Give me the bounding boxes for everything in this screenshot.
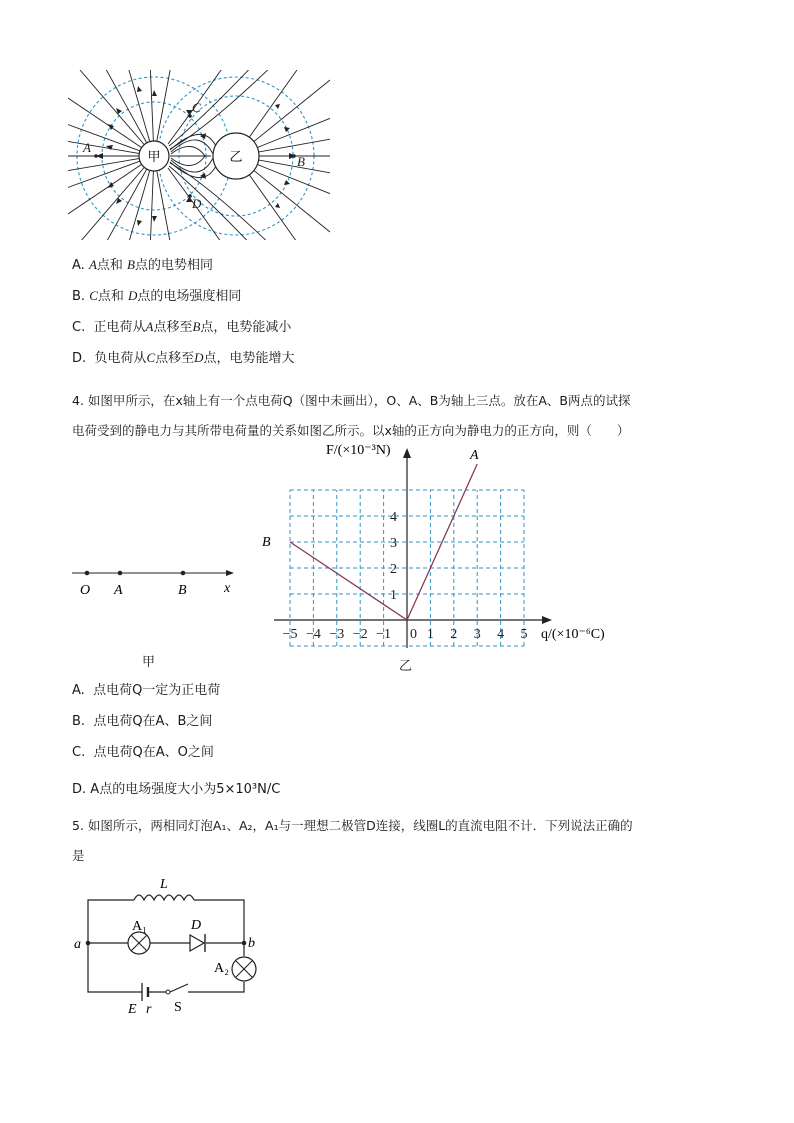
q4-stem-line1: 4. 如图甲所示，在x轴上有一个点电荷Q（图中未画出），O、A、B为轴上三点。放在A、B两点的试探 bbox=[72, 393, 631, 408]
x-tick-label: −2 bbox=[352, 627, 368, 642]
sphere-jia-label: 甲 bbox=[147, 150, 161, 165]
sphere-yi-label: 乙 bbox=[229, 150, 243, 165]
diode-label: D bbox=[191, 918, 202, 933]
lamp-a2 bbox=[232, 957, 256, 981]
series-line-b bbox=[290, 542, 407, 620]
switch-pivot bbox=[166, 990, 170, 994]
x-tick-label: 2 bbox=[450, 627, 458, 642]
point-b-label: B bbox=[297, 154, 305, 169]
x-tick-label: −1 bbox=[376, 627, 392, 642]
point-a-dot bbox=[118, 571, 123, 576]
x-tick-label: 5 bbox=[520, 627, 528, 642]
coil-l bbox=[134, 895, 194, 900]
point-a-label: A bbox=[83, 140, 91, 155]
wire-top-left bbox=[88, 900, 134, 943]
x-tick-label: −3 bbox=[329, 627, 345, 642]
x-tick-label: −4 bbox=[305, 627, 321, 642]
diode-d bbox=[190, 934, 205, 952]
lamp-a1 bbox=[128, 932, 150, 954]
q3-option-d: D. 负电荷从C点移至D点，电势能增大 bbox=[72, 350, 295, 366]
switch-label: S bbox=[174, 1000, 182, 1015]
y-axis-label-text: F/(×10⁻³N) bbox=[326, 443, 391, 458]
electric-field-figure bbox=[68, 66, 330, 246]
point-d-label: D bbox=[192, 196, 202, 211]
node-a-label: a bbox=[74, 937, 81, 952]
line-b-label: B bbox=[262, 535, 271, 550]
q3-option-c: C. 正电荷从A点移至B点，电势能减小 bbox=[72, 319, 292, 335]
figure-jia-caption: 甲 bbox=[142, 655, 156, 670]
emf-label: E bbox=[128, 1002, 137, 1017]
resistance-label: r bbox=[146, 1002, 152, 1017]
q3-option-a: A. A点和 B点的电势相同 bbox=[72, 257, 214, 273]
node-b-label: b bbox=[248, 936, 255, 951]
point-a-dot bbox=[94, 154, 98, 158]
x-axis-label: q/(×10⁻⁶C) bbox=[541, 627, 605, 642]
y-tick-label: 2 bbox=[390, 562, 397, 577]
battery-e bbox=[142, 983, 148, 1001]
axis-x-label: x bbox=[224, 581, 231, 596]
node-a-dot bbox=[86, 941, 91, 946]
x-tick-label: 4 bbox=[497, 627, 505, 642]
node-b-dot bbox=[242, 941, 247, 946]
wire-top-right bbox=[194, 900, 244, 943]
line-a-label: A bbox=[470, 448, 479, 463]
figure-jia-axis bbox=[70, 560, 250, 600]
q5-stem-line1: 5. 如图所示，两相同灯泡A₁、A₂，A₁与一理想二极管D连接，线圈L的直流电阻不计．下列说法正确的 bbox=[72, 818, 633, 833]
q4-option-a: A. 点电荷Q一定为正电荷 bbox=[72, 683, 221, 698]
point-o-dot bbox=[85, 571, 90, 576]
y-tick-label: 4 bbox=[390, 510, 397, 525]
point-a-label: A bbox=[114, 583, 123, 598]
y-tick-label: 3 bbox=[390, 536, 397, 551]
y-tick-label: 1 bbox=[390, 588, 397, 603]
point-b-dot bbox=[292, 154, 296, 158]
figure-yi-graph bbox=[250, 440, 630, 680]
wire-bottom-right bbox=[188, 982, 244, 992]
point-b-label: B bbox=[178, 583, 187, 598]
figure-yi-caption: 乙 bbox=[399, 659, 413, 674]
x-tick-label: −5 bbox=[282, 627, 298, 642]
q3-option-b: B. C点和 D点的电场强度相同 bbox=[72, 288, 242, 304]
switch-s bbox=[170, 984, 188, 992]
q4-option-b: B. 点电荷Q在A、B之间 bbox=[72, 714, 213, 729]
q4-option-c: C. 点电荷Q在A、O之间 bbox=[72, 745, 214, 760]
q5-stem-line2: 是 bbox=[72, 848, 85, 863]
coil-label: L bbox=[160, 877, 168, 892]
point-b-dot bbox=[181, 571, 186, 576]
x-tick-label: 0 bbox=[410, 627, 417, 642]
circuit-diagram bbox=[70, 870, 270, 1020]
x-tick-label: 1 bbox=[426, 627, 434, 642]
q4-stem-line2: 电荷受到的静电力与其所带电荷量的关系如图乙所示。以x轴的正方向为静电力的正方向，则（ ） bbox=[72, 423, 630, 438]
q4-option-d: D. A点的电场强度大小为5×10³N/C bbox=[72, 782, 281, 797]
point-c-label: C bbox=[192, 100, 201, 115]
x-tick-label: 3 bbox=[473, 627, 481, 642]
lamp1-label: A₁ bbox=[132, 919, 147, 934]
lamp2-label: A₂ bbox=[214, 961, 229, 976]
point-o-label: O bbox=[80, 583, 91, 598]
